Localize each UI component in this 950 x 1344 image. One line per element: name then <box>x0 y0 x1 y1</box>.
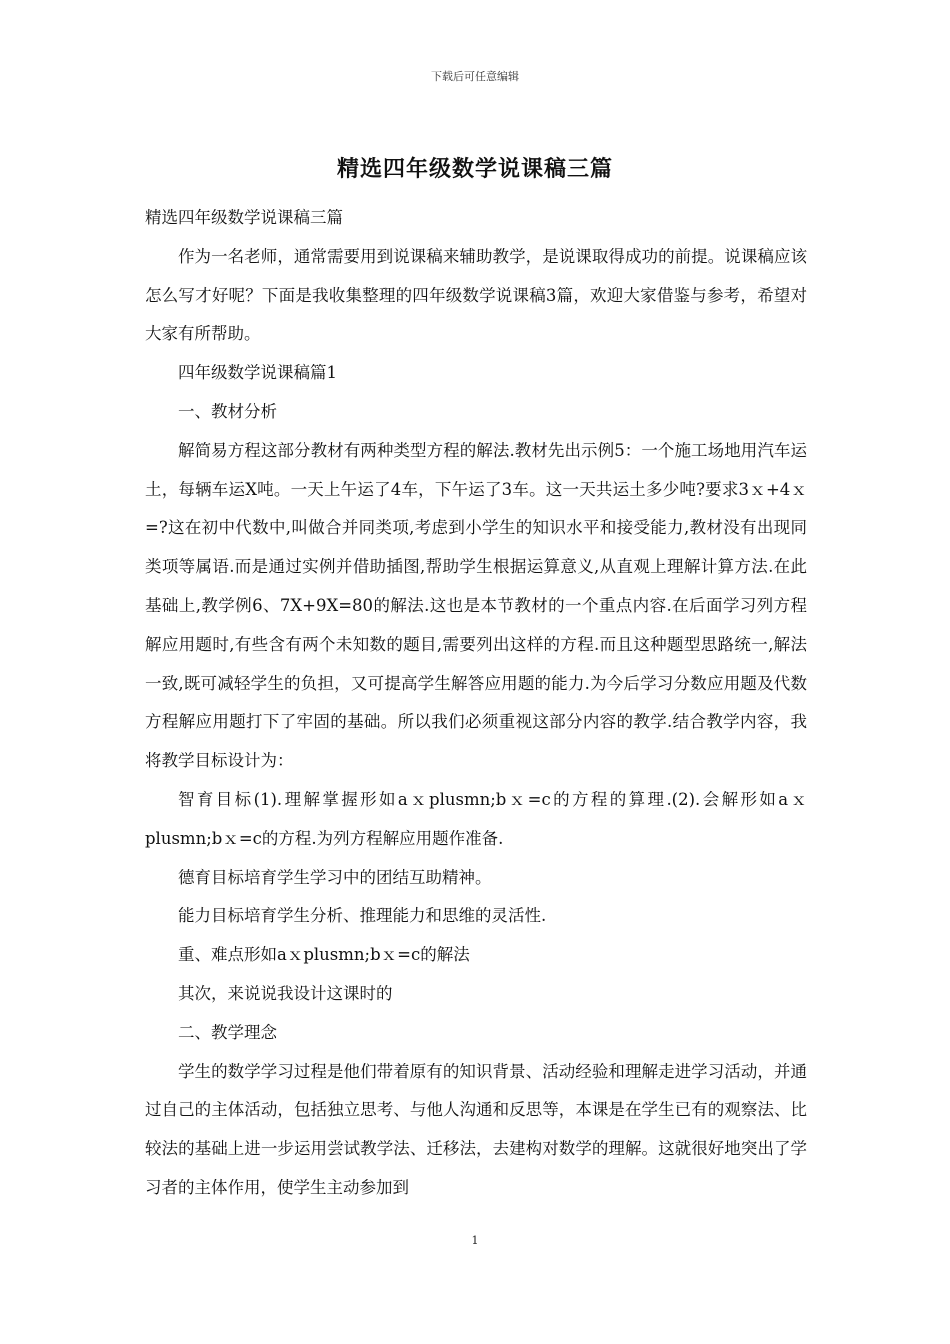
ability-goal-paragraph: 能力目标培育学生分析、推理能力和思维的灵活性. <box>178 906 547 926</box>
key-points-paragraph: 重、难点形如aｘplusmn;bｘ=c的解法 <box>178 945 470 965</box>
textbook-analysis-paragraph: 解简易方程这部分教材有两种类型方程的解法.教材先出示例5：一个施工场地用汽车运土，每辆车运X吨。一天上午运了4车，下午运了3车。这一天共运土多少吨?要求3ｘ+4ｘ=?这在初中代数中,叫做合并同类项,考虑到小学生的知识水平和接受能力,教材没有出现同类项等属语.而是通过实例并借助插图,帮助学生根据运算意义,从直观上理解计算方法.在此基础上,教学例6、7X+9X=80的解法.这也是本节教材的一个重点内容.在后面学习列方程解应用题时,有些含有两个未知数的题目,需要列出这样的方程.而且这种题型思路统一,解法一致,既可减轻学生的负担，又可提高学生解答应用题的能力.为今后学习分数应用题及代数方程解应用题打下了牢固的基础。所以我们必须重视这部分内容的教学.结合教学内容，我将教学目标设计为： <box>145 440 807 771</box>
section-heading-lesson-1: 四年级数学说课稿篇1 <box>178 363 337 383</box>
next-paragraph: 其次，来说说我设计这课时的 <box>178 983 393 1003</box>
teaching-philosophy-paragraph: 学生的数学学习过程是他们带着原有的知识背景、活动经验和理解走进学习活动，并通过自己的主体活动，包括独立思考、与他人沟通和反思等，本课是在学生已有的观察法、比较法的基础上进一步运用尝试教学法、迁移法，去建构对数学的理解。这就很好地突出了学习者的主体作用，使学生主动参加到 <box>145 1061 807 1197</box>
page-header-note: 下载后可任意编辑 <box>431 70 519 83</box>
intro-paragraph: 作为一名老师，通常需要用到说课稿来辅助教学，是说课取得成功的前提。说课稿应该怎么写才好呢？下面是我收集整理的四年级数学说课稿3篇，欢迎大家借鉴与参考，希望对大家有所帮助。 <box>145 246 807 344</box>
document-title: 精选四年级数学说课稿三篇 <box>336 156 613 182</box>
moral-goal-paragraph: 德育目标培育学生学习中的团结互助精神。 <box>178 867 492 887</box>
subtitle-paragraph: 精选四年级数学说课稿三篇 <box>145 208 343 227</box>
page-number: 1 <box>471 1234 479 1247</box>
section-heading-textbook-analysis: 一、教材分析 <box>178 401 277 421</box>
section-heading-teaching-philosophy: 二、教学理念 <box>178 1022 277 1042</box>
document-body <box>145 199 807 1208</box>
intellectual-goal-paragraph: 智育目标(1).理解掌握形如aｘplusmn;bｘ=c的方程的算理.(2).会解形如aｘplusmn;bｘ=c的方程.为列方程解应用题作准备. <box>145 789 807 848</box>
